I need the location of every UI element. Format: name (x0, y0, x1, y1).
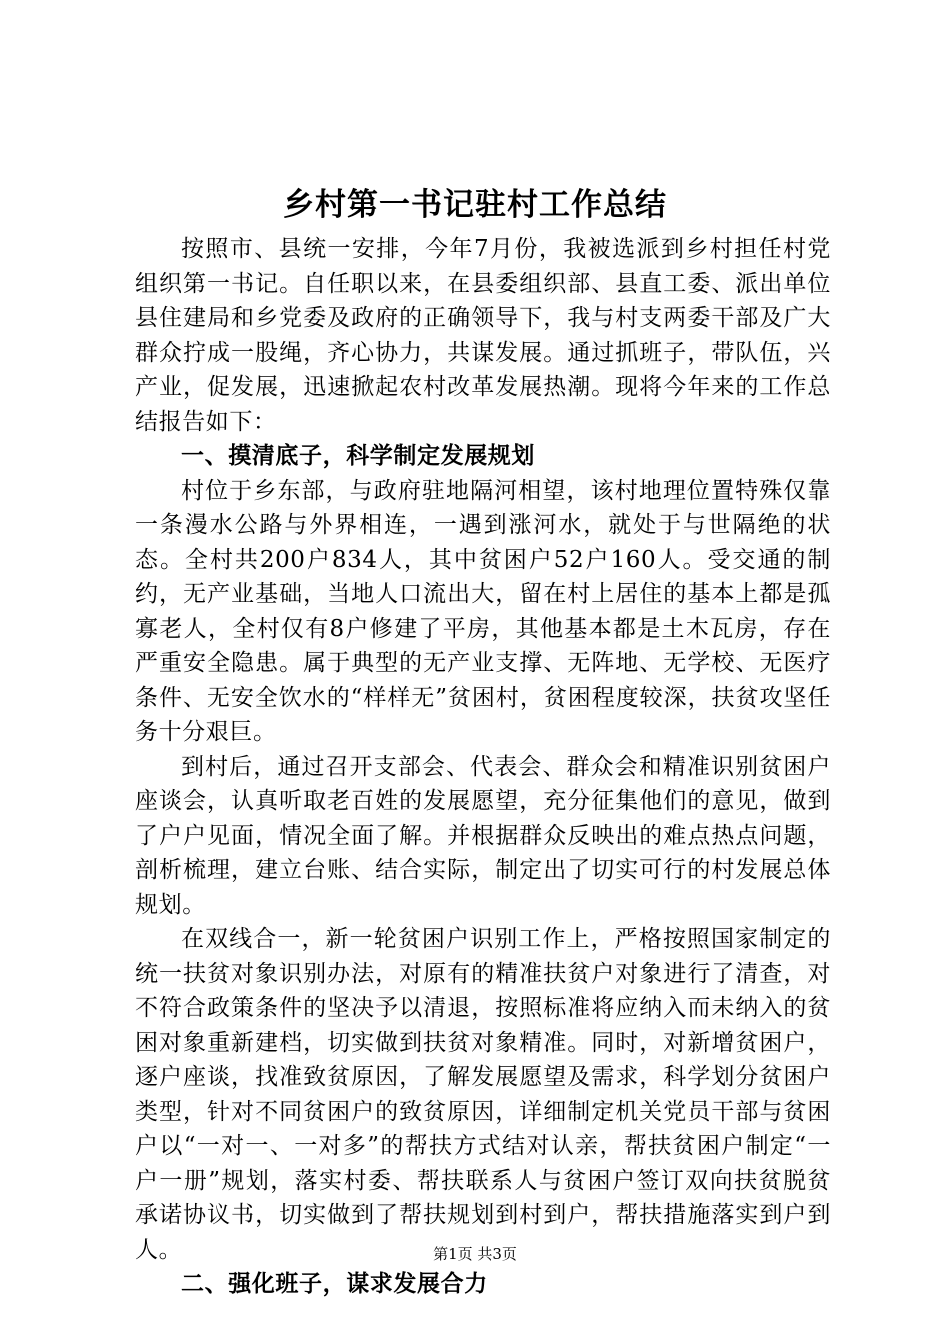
page-footer: 第1页 共3页 (433, 1245, 517, 1263)
document-title: 乡村第一书记驻村工作总结 (283, 187, 667, 223)
document-body (135, 232, 831, 1302)
section-heading-1: 一、摸清底子，科学制定发展规划 (181, 442, 535, 469)
paragraph-planning: 到村后，通过召开支部会、代表会、群众会和精准识别贫困户座谈会，认真听取老百姓的发展愿望，充分征集他们的意见，做到了户户见面，情况全面了解。并根据群众反映出的难点热点问题，剖析梳理，建立台账、结合实际，制定出了切实可行的村发展总体规划。 (135, 753, 831, 918)
paragraph-intro: 按照市、县统一安排，今年7月份，我被选派到乡村担任村党组织第一书记。自任职以来，在县委组织部、县直工委、派出单位县住建局和乡党委及政府的正确领导下，我与村支两委干部及广大群众拧成一股绳，齐心协力，共谋发展。通过抓班子，带队伍，兴产业，促发展，迅速掀起农村改革发展热潮。现将今年来的工作总结报告如下： (135, 236, 831, 435)
paragraph-identification: 在双线合一，新一轮贫困户识别工作上，严格按照国家制定的统一扶贫对象识别办法，对原有的精准扶贫户对象进行了清查，对不符合政策条件的坚决予以清退，按照标准将应纳入而未纳入的贫困对象重新建档，切实做到扶贫对象精准。同时，对新增贫困户，逐户座谈，找准致贫原因，了解发展愿望及需求，科学划分贫困户类型，针对不同贫困户的致贫原因，详细制定机关党员干部与贫困户以“一对一、一对多”的帮扶方式结对认亲，帮扶贫困户制定“一户一册”规划，落实村委、帮扶联系人与贫困户签订双向扶贫脱贫承诺协议书，切实做到了帮扶规划到村到户，帮扶措施落实到户到人。 (135, 926, 831, 1263)
paragraph-village-status: 村位于乡东部，与政府驻地隔河相望，该村地理位置特殊仅靠一条漫水公路与外界相连，一遇到涨河水，就处于与世隔绝的状态。全村共200户834人，其中贫困户52户160人。受交通的制约，无产业基础，当地人口流出大，留在村上居住的基本上都是孤寡老人，全村仅有8户修建了平房，其他基本都是土木瓦房，存在严重安全隐患。属于典型的无产业支撑、无阵地、无学校、无医疗条件、无安全饮水的“样样无”贫困村，贫困程度较深，扶贫攻坚任务十分艰巨。 (135, 477, 831, 745)
section-heading-2: 二、强化班子，谋求发展合力 (181, 1270, 488, 1297)
